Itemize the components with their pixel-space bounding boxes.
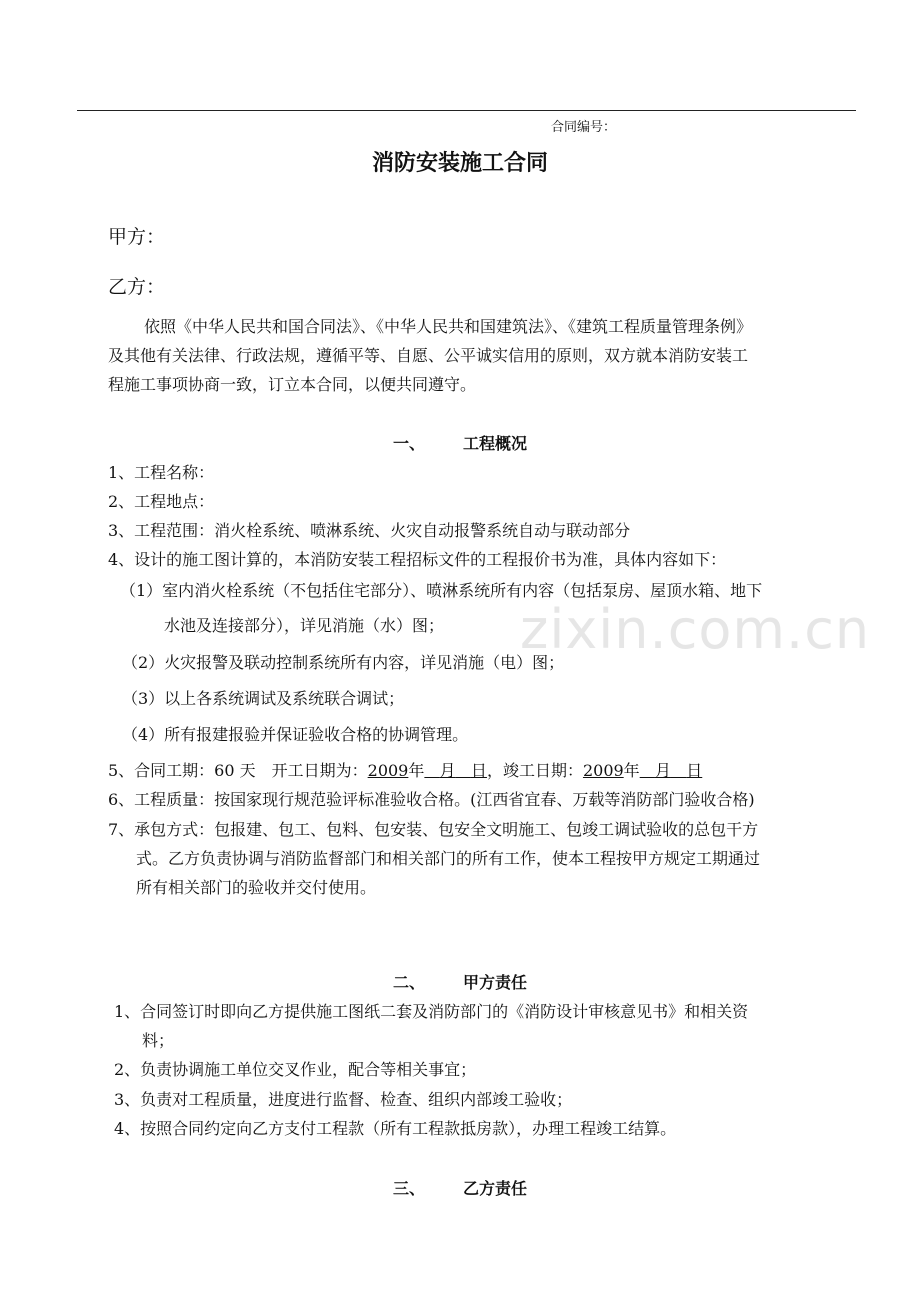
duration-prefix: 5、合同工期：60 天 开工日期为： xyxy=(108,761,368,780)
s1-item-6: 6、工程质量：按国家现行规范验评标准验收合格。(江西省宜春、万载等消防部门验收合格) xyxy=(108,790,755,809)
section-1-heading xyxy=(0,431,920,454)
end-month-blank xyxy=(640,761,703,780)
s1-item-4: 4、设计的施工图计算的，本消防安装工程招标文件的工程报价书为准，具体内容如下： xyxy=(108,550,727,569)
s1-item-7-line-3: 所有相关部门的验收并交付使用。 xyxy=(136,878,377,897)
section-2-heading xyxy=(0,970,920,993)
s1-sub-1-line-2: 水池及连接部分），详见消施（水）图； xyxy=(164,616,445,635)
section-3-number: 三、 xyxy=(392,1179,425,1198)
contract-number-label: 合同编号： xyxy=(551,120,617,135)
intro-line-1: 依照《中华人民共和国合同法》、《中华人民共和国建筑法》、《建筑工程质量管理条例》 xyxy=(144,317,753,336)
s2-item-4: 4、按照合同约定向乙方支付工程款（所有工程款抵房款），办理工程竣工结算。 xyxy=(114,1119,677,1138)
end-year-suffix: 年 xyxy=(623,761,640,780)
s2-item-1-line-2: 料； xyxy=(142,1031,175,1050)
start-month-label: 月 xyxy=(439,761,456,780)
watermark: zixin.com.cn xyxy=(520,598,871,661)
completion-label: ，竣工日期： xyxy=(486,761,583,780)
s2-item-3: 3、负责对工程质量，进度进行监督、检查、组织内部竣工验收； xyxy=(114,1090,573,1109)
end-day-label: 日 xyxy=(686,761,703,780)
section-3-title: 乙方责任 xyxy=(462,1179,527,1198)
s1-item-7-line-1: 7、承包方式：包报建、包工、包料、包安装、包安全文明施工、包竣工调试验收的总包干方 xyxy=(108,820,759,839)
intro-line-2: 及其他有关法律、行政法规，遵循平等、自愿、公平诚实信用的原则，双方就本消防安装工 xyxy=(108,346,749,365)
section-1-title: 工程概况 xyxy=(462,434,527,453)
s1-sub-1-line-1: （1）室内消火栓系统（不包括住宅部分）、喷淋系统所有内容（包括泵房、屋顶水箱、地下 xyxy=(120,581,763,600)
header-rule xyxy=(77,110,856,111)
end-month-label: 月 xyxy=(654,761,671,780)
s1-sub-3: （3）以上各系统调试及系统联合调试； xyxy=(122,689,405,708)
s1-item-5 xyxy=(108,758,702,781)
start-day-label: 日 xyxy=(470,761,487,780)
section-2-number: 二、 xyxy=(392,973,425,992)
document-title: 消防安装施工合同 xyxy=(371,151,548,176)
party-a-label: 甲方： xyxy=(108,226,166,248)
s2-item-1-line-1: 1、合同签订时即向乙方提供施工图纸二套及消防部门的《消防设计审核意见书》和相关资 xyxy=(114,1002,749,1021)
s1-item-7-line-2: 式。乙方负责协调与消防监督部门和相关部门的所有工作，使本工程按甲方规定工期通过 xyxy=(136,849,761,868)
start-year-suffix: 年 xyxy=(408,761,425,780)
s1-sub-4: （4）所有报建报验并保证验收合格的协调管理。 xyxy=(122,725,469,744)
s1-item-3: 3、工程范围：消火栓系统、喷淋系统、火灾自动报警系统自动与联动部分 xyxy=(108,521,631,540)
s1-item-2: 2、工程地点： xyxy=(108,492,215,511)
party-b-label: 乙方： xyxy=(108,276,166,298)
s1-sub-2: （2）火灾报警及联动控制系统所有内容，详见消施（电）图； xyxy=(122,653,565,672)
start-month-blank xyxy=(424,761,487,780)
section-2-title: 甲方责任 xyxy=(462,973,527,992)
end-year: 2009 xyxy=(582,761,624,780)
start-year: 2009 xyxy=(367,761,409,780)
intro-line-3: 程施工事项协商一致，订立本合同，以便共同遵守。 xyxy=(108,375,477,394)
section-1-number: 一、 xyxy=(392,434,425,453)
section-3-heading xyxy=(0,1176,920,1199)
s1-item-1: 1、工程名称： xyxy=(108,463,215,482)
s2-item-2: 2、负责协调施工单位交叉作业，配合等相关事宜； xyxy=(114,1060,477,1079)
